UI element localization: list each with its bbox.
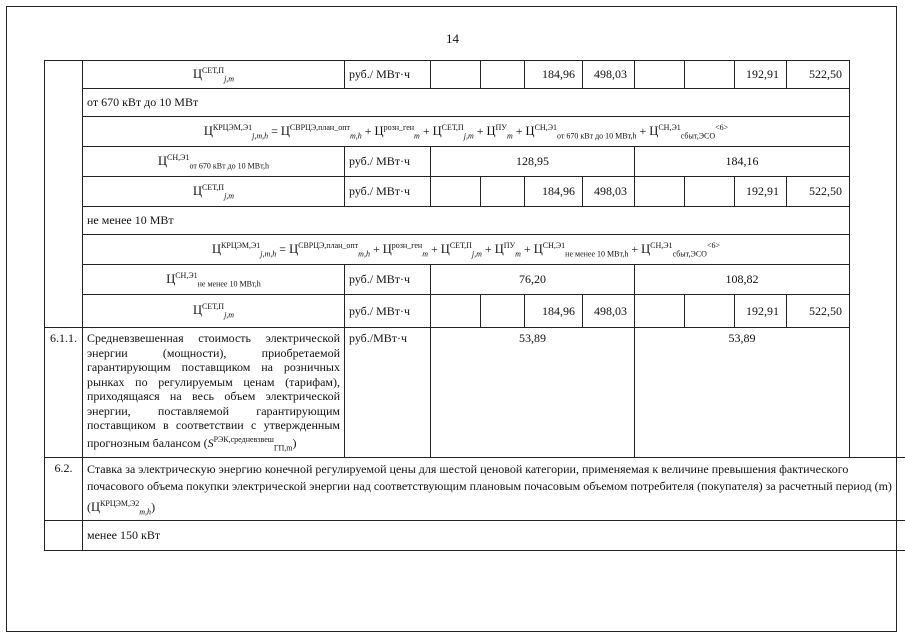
formula-eq: = [279, 241, 287, 256]
formula-sub: m [422, 249, 428, 259]
value-cell: 498,03 [583, 295, 635, 328]
formula-sup: розн_ген [391, 240, 423, 250]
formula-symbol: Ц [166, 271, 176, 286]
formula-sup: СЕТ,П [201, 65, 225, 75]
formula-symbol: Ц [525, 123, 535, 138]
formula-plus: + [631, 241, 639, 256]
formula-sup: ПУ [495, 122, 507, 132]
formula-sup: СН,Э1 [175, 270, 198, 280]
item-62-text: Ставка за электрическую энергию конечной регулируемой цены для шестой ценовой категории, применяемая к величине превышения фактического почасового объема покупки электрической энергии над соответствующим плановым почасовым объемом потребителя (покупателя) за расчетный период (m) [87, 462, 892, 493]
item-number-611: 6.1.1. [45, 328, 83, 458]
value-cell: 53,89 [635, 328, 850, 458]
empty-cell [431, 61, 481, 89]
formula-symbol: Ц [486, 123, 496, 138]
formula-sub: m,h [139, 507, 152, 517]
formula-sup: СН,Э1 [167, 152, 190, 162]
table-row [45, 207, 905, 235]
formula-sub: j,m [471, 249, 482, 259]
formula-sub: от 670 кВт до 10 МВт,h [556, 131, 637, 141]
value-cell: 76,20 [431, 265, 635, 295]
formula-sub: от 670 кВт до 10 МВт,h [189, 161, 269, 171]
table-row [45, 295, 905, 328]
formula-sup: ПУ [503, 240, 516, 250]
formula-sup: СЕТ,П [449, 240, 472, 250]
value-cell: 184,96 [525, 295, 583, 328]
formula-symbol: Ц [212, 241, 222, 256]
unit-cell: руб./ МВт·ч [345, 177, 431, 207]
table-row [45, 265, 905, 295]
formula-sn670-cell [83, 147, 345, 177]
empty-cell [481, 177, 525, 207]
empty-cell [685, 61, 735, 89]
formula-sub: j,m [224, 310, 235, 320]
formula-net-cell [83, 61, 345, 89]
formula-sub: не менее 10 МВт,h [197, 279, 261, 289]
formula-plus: + [484, 241, 492, 256]
formula-plus: + [523, 241, 531, 256]
table-row [45, 328, 905, 458]
empty-cell [431, 295, 481, 328]
formula-sub: m [506, 131, 513, 141]
formula-eq: = [271, 123, 278, 138]
page-number: 14 [446, 31, 459, 46]
formula-symbol: Ц [382, 241, 392, 256]
formula-sub: сбыт,ЭСО [680, 131, 716, 141]
value-cell: 184,96 [525, 177, 583, 207]
band-label-670: от 670 кВт до 10 МВт [83, 89, 850, 117]
formula-sup: СН,Э1 [650, 240, 673, 250]
value-cell: 192,91 [735, 295, 787, 328]
value-cell: 53,89 [431, 328, 635, 458]
formula-670-cell [83, 117, 850, 147]
formula-symbol: Ц [158, 153, 168, 168]
formula-symbol: Ц [203, 123, 213, 138]
item-611-text: Средневзвешенная стоимость электрической энергии (мощности), приобретаемой гарантирующим поставщиком на розничных рынках по регулируемым ценам (тарифам), приходящаяся на весь объем электрической энергии, поставляемой гарантирующим поставщиком в соответствии с утвержденным прогнозным балансом [87, 331, 340, 450]
formula-net-cell [83, 295, 345, 328]
formula-sub: j,m,h [252, 131, 269, 141]
empty-cell [685, 177, 735, 207]
band-label-10: не менее 10 МВт [83, 207, 850, 235]
formula-sn10-cell [83, 265, 345, 295]
formula-symbol: Ц [192, 66, 202, 81]
formula-sup: КРЦЭМ,Э2 [100, 499, 140, 508]
empty-cell [45, 521, 83, 551]
item-number-62: 6.2. [45, 458, 83, 521]
formula-sup: розн_ген [383, 122, 415, 132]
formula-net-cell [83, 177, 345, 207]
left-number-cell [45, 61, 83, 328]
value-cell: 522,50 [787, 177, 850, 207]
formula-sub: j,m [463, 131, 474, 141]
item-62-description: Ставка за электрическую энергию конечной регулируемой цены для шестой ценовой категории, применяемая к величине превышения фактического почасового объема покупки электрической энергии над соответствующим плановым почасовым объемом потребителя (покупателя) за расчетный период (m) $(Ц^{КРЦЭМ,Э2}_{m,h})$ [83, 458, 905, 521]
footnote-ref: <6> [706, 240, 720, 250]
band-label-150: менее 150 кВт [83, 521, 905, 551]
formula-sup: СН,Э1 [534, 122, 557, 132]
formula-symbol: Ц [432, 123, 442, 138]
formula-sub: j,m [224, 74, 235, 84]
unit-cell: руб./ МВт·ч [345, 295, 431, 328]
formula-plus: + [639, 123, 647, 138]
table-row [45, 61, 905, 89]
formula-symbol: Ц [280, 123, 290, 138]
formula-symbol: Ц [289, 241, 299, 256]
formula-sup: СН,Э1 [658, 122, 681, 132]
value-cell: 108,82 [635, 265, 850, 295]
table-row [45, 235, 905, 265]
formula-plus: + [364, 123, 372, 138]
formula-symbol: Ц [494, 241, 504, 256]
unit-cell: руб./ МВт·ч [345, 61, 431, 89]
formula-symbol: Ц [192, 183, 202, 198]
value-cell: 184,16 [635, 147, 850, 177]
value-cell: 498,03 [583, 61, 635, 89]
formula-sub: m,h [358, 249, 370, 259]
value-cell: 498,03 [583, 177, 635, 207]
table-row [45, 117, 905, 147]
formula-sub: не менее 10 МВт,h [565, 249, 629, 259]
formula-plus: + [372, 241, 380, 256]
formula-sub: m [414, 131, 420, 141]
formula-sup: СЕТ,П [201, 182, 225, 192]
unit-cell: руб./ МВт·ч [345, 147, 431, 177]
formula-sub: m,h [349, 131, 362, 141]
formula-sup: СВРЦЭ,план_опт [298, 240, 359, 250]
formula-symbol: Ц [649, 123, 659, 138]
formula-symbol: Ц [641, 241, 651, 256]
empty-cell [431, 177, 481, 207]
table-row [45, 521, 905, 551]
footnote-ref: <6> [715, 122, 729, 132]
empty-cell [635, 177, 685, 207]
formula-sup: СЕТ,П [441, 122, 464, 132]
formula-symbol: Ц [91, 500, 101, 514]
value-cell: 128,95 [431, 147, 635, 177]
unit-cell: руб./ МВт·ч [345, 265, 431, 295]
formula-sup: СВРЦЭ,план_опт [289, 122, 350, 132]
empty-cell [481, 61, 525, 89]
table-row [45, 147, 905, 177]
formula-sub: j,m,h [260, 249, 277, 259]
value-cell: 192,91 [735, 61, 787, 89]
formula-symbol: Ц [533, 241, 543, 256]
table-row [45, 177, 905, 207]
empty-cell [635, 295, 685, 328]
tariff-table [44, 60, 905, 551]
formula-plus: + [431, 241, 438, 256]
table-row [45, 458, 905, 521]
item-611-description: Средневзвешенная стоимость электрической энергии (мощности), приобретаемой гарантирующим поставщиком на розничных рынках по регулируемым ценам (тарифам), приходящаяся на весь объем электрической энергии, поставляемой гарантирующим поставщиком в соответствии с утвержденным прогнозным балансом $(S^{РЭК,средневзвеш}_{ГП,m})$ [83, 328, 345, 458]
formula-sup: КРЦЭМ,Э1 [221, 240, 261, 250]
value-cell: 184,96 [525, 61, 583, 89]
formula-sup: КРЦЭМ,Э1 [212, 122, 253, 132]
empty-cell [685, 295, 735, 328]
formula-sup: СН,Э1 [542, 240, 566, 250]
formula-10-cell [83, 235, 850, 265]
formula-sup: РЭК,средневзвеш [213, 434, 274, 444]
table-row [45, 89, 905, 117]
formula-plus: + [422, 123, 430, 138]
value-cell: 522,50 [787, 61, 850, 89]
formula-sup: СЕТ,П [201, 302, 225, 312]
value-cell: 522,50 [787, 295, 850, 328]
formula-sub: j,m [224, 191, 235, 201]
formula-symbol: Ц [440, 241, 450, 256]
unit-cell: руб./МВт·ч [345, 328, 431, 458]
formula-sub: ГП,m [273, 442, 293, 452]
formula-plus: + [515, 123, 523, 138]
formula-symbol: S [207, 435, 214, 450]
value-cell: 192,91 [735, 177, 787, 207]
formula-symbol: Ц [192, 303, 202, 318]
empty-cell [481, 295, 525, 328]
empty-cell [635, 61, 685, 89]
formula-sub: m [515, 249, 521, 259]
formula-plus: + [476, 123, 484, 138]
formula-symbol: Ц [374, 123, 384, 138]
formula-sub: сбыт,ЭСО [672, 249, 707, 259]
